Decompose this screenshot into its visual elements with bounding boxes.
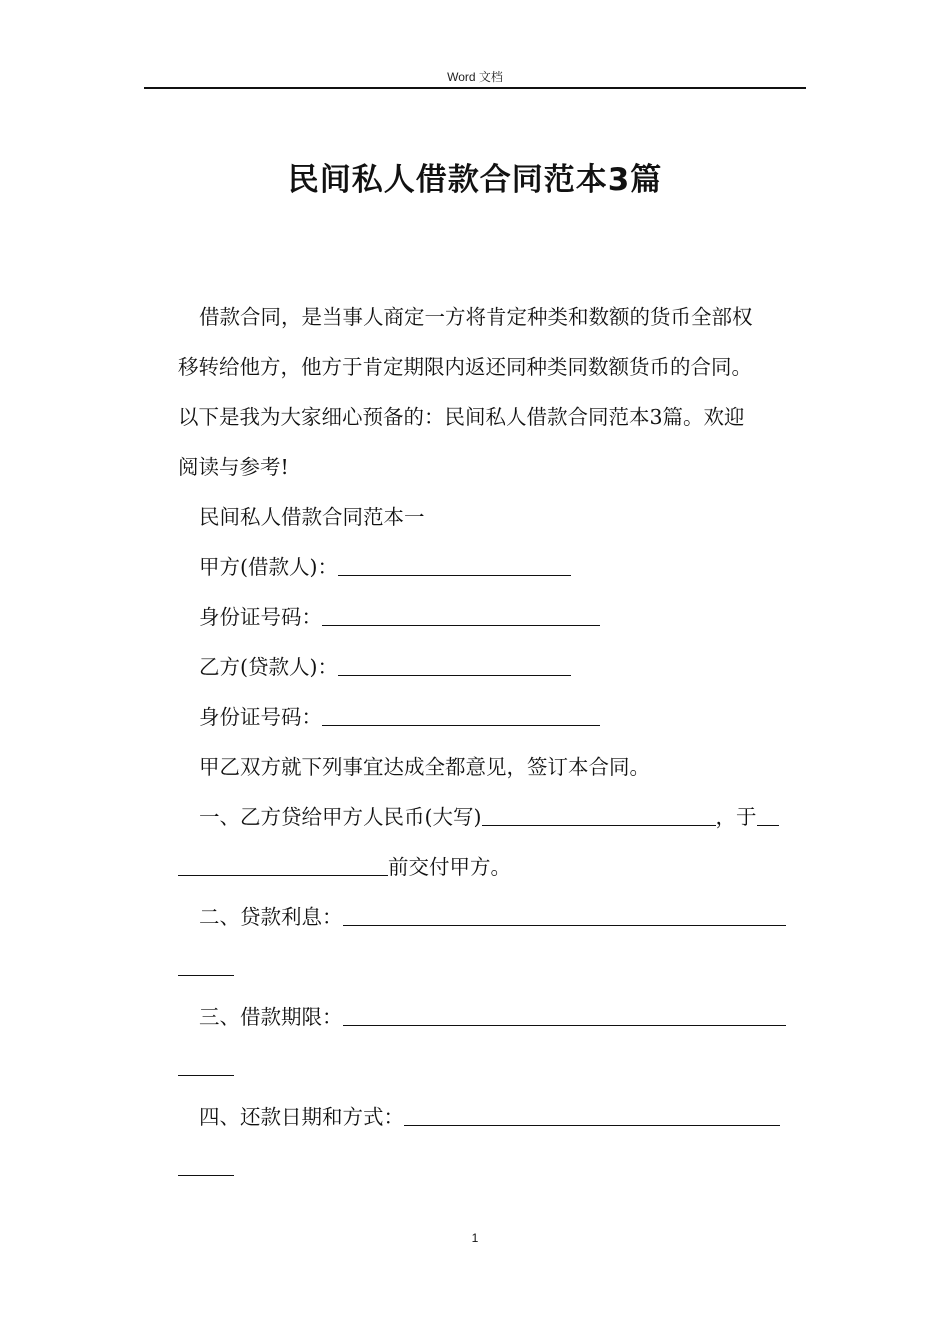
clause-2-label: 二、贷款利息： <box>199 905 343 929</box>
id-a-label: 身份证号码： <box>199 605 322 629</box>
party-b-row <box>178 642 802 692</box>
intro-line-4: 阅读与参考! <box>178 455 289 479</box>
document-title: 民间私人借款合同范本3篇 <box>287 162 663 198</box>
id-b-row <box>178 692 802 742</box>
clause-2-row <box>178 892 802 942</box>
clause-3-blank-cont <box>178 1057 234 1076</box>
clause-1-row <box>178 792 802 842</box>
intro-line-3: 以下是我为大家细心预备的：民间私人借款合同范本3篇。欢迎 <box>178 405 745 429</box>
clause-1-amount-blank <box>482 807 716 826</box>
agreement-text: 甲乙双方就下列事宜达成全都意见，签订本合同。 <box>199 755 650 779</box>
clause-3-row-2 <box>178 1042 802 1092</box>
clause-4-blank-cont <box>178 1157 234 1176</box>
clause-2-blank <box>343 907 786 926</box>
id-b-blank <box>322 707 600 726</box>
clause-2-blank-cont <box>178 957 234 976</box>
clause-3-row <box>178 992 802 1042</box>
clause-1-row-2 <box>178 842 802 892</box>
clause-4-row <box>178 1092 802 1142</box>
party-a-label: 甲方(借款人)： <box>199 555 338 579</box>
clause-4-row-2 <box>178 1142 802 1192</box>
clause-1-date-blank-cont <box>178 857 388 876</box>
clause-4-label: 四、还款日期和方式： <box>199 1105 404 1129</box>
clause-2-row-2 <box>178 942 802 992</box>
page-header: Word 文档 <box>447 70 503 84</box>
document-body <box>178 292 802 1192</box>
clause-1-prefix: 一、乙方贷给甲方人民币(大写) <box>199 805 482 829</box>
party-b-blank <box>338 657 571 676</box>
clause-1-suffix: 前交付甲方。 <box>388 855 511 879</box>
id-a-blank <box>322 607 600 626</box>
clause-1-mid: ，于 <box>715 805 757 829</box>
intro-line-1: 借款合同，是当事人商定一方将肯定种类和数额的货币全部权 <box>199 305 753 329</box>
clause-3-blank <box>343 1007 786 1026</box>
id-b-label: 身份证号码： <box>199 705 322 729</box>
clause-4-blank <box>404 1107 780 1126</box>
party-b-label: 乙方(贷款人)： <box>199 655 338 679</box>
clause-3-label: 三、借款期限： <box>199 1005 343 1029</box>
header-divider <box>144 87 806 89</box>
id-a-row <box>178 592 802 642</box>
section-title: 民间私人借款合同范本一 <box>199 505 425 529</box>
clause-1-date-blank <box>757 807 779 826</box>
page-number: 1 <box>471 1231 479 1245</box>
party-a-row <box>178 542 802 592</box>
party-a-blank <box>338 557 571 576</box>
intro-line-2: 移转给他方，他方于肯定期限内返还同种类同数额货币的合同。 <box>178 355 752 379</box>
